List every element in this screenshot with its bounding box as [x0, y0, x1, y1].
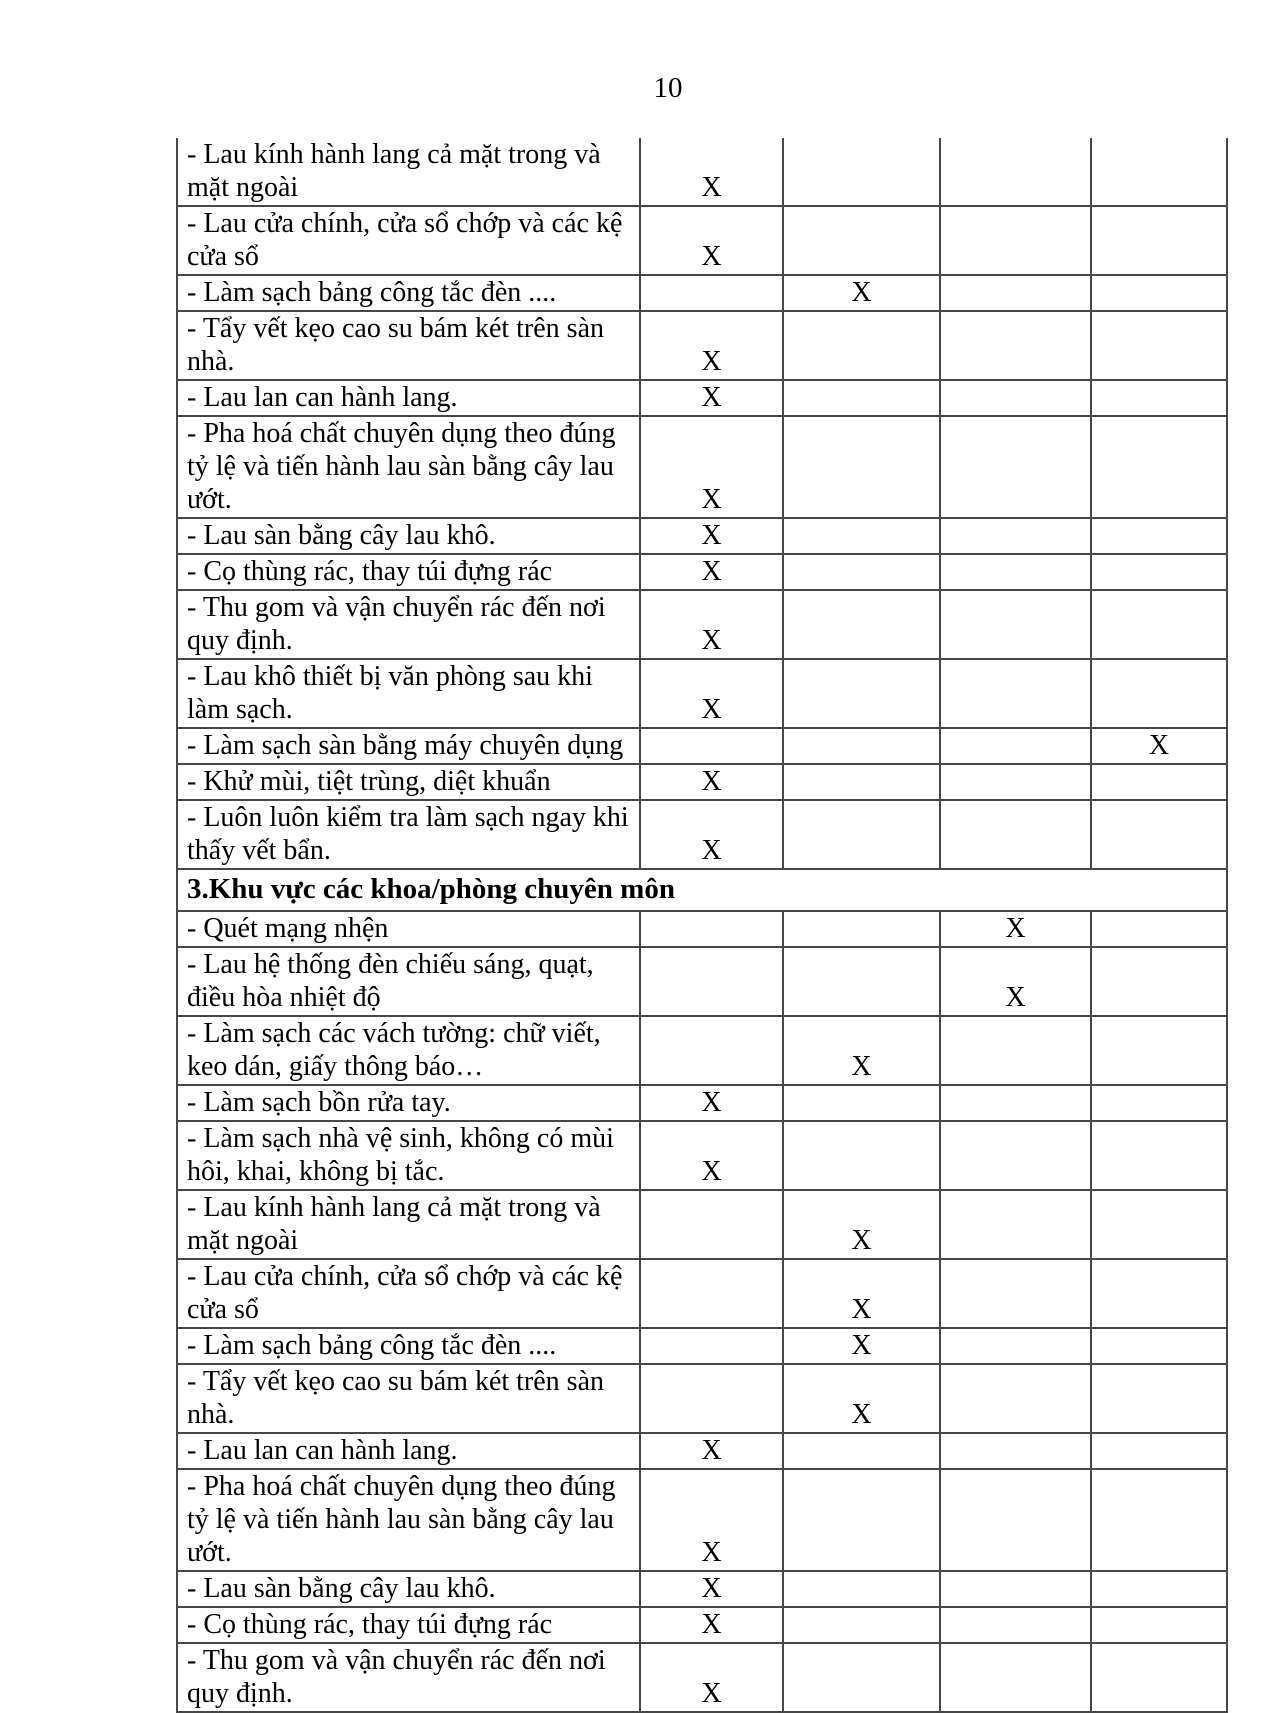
- table-row: [177, 947, 1227, 1016]
- table-row: [177, 1016, 1227, 1085]
- empty-cell: [1091, 911, 1227, 947]
- empty-cell: [783, 911, 940, 947]
- empty-cell: [783, 659, 940, 728]
- table-row: [177, 1433, 1227, 1469]
- frequency-mark-cell: X: [783, 275, 940, 311]
- table-row: [177, 659, 1227, 728]
- empty-cell: [940, 1469, 1091, 1571]
- frequency-mark-cell: X: [640, 659, 783, 728]
- empty-cell: [783, 518, 940, 554]
- empty-cell: [1091, 590, 1227, 659]
- empty-cell: [1091, 380, 1227, 416]
- task-cell: - Lau lan can hành lang.: [177, 1433, 640, 1469]
- empty-cell: [940, 311, 1091, 380]
- table-row: [177, 1190, 1227, 1259]
- empty-cell: [1091, 800, 1227, 869]
- frequency-mark-cell: X: [783, 1190, 940, 1259]
- table-row: [177, 1607, 1227, 1643]
- empty-cell: [1091, 518, 1227, 554]
- empty-cell: [640, 1190, 783, 1259]
- empty-cell: [940, 1190, 1091, 1259]
- empty-cell: [783, 800, 940, 869]
- table-row: [177, 911, 1227, 947]
- empty-cell: [940, 1571, 1091, 1607]
- empty-cell: [783, 380, 940, 416]
- frequency-mark-cell: X: [940, 911, 1091, 947]
- empty-cell: [1091, 1085, 1227, 1121]
- empty-cell: [1091, 1643, 1227, 1712]
- empty-cell: [640, 1016, 783, 1085]
- empty-cell: [1091, 1121, 1227, 1190]
- empty-cell: [783, 1571, 940, 1607]
- empty-cell: [1091, 1364, 1227, 1433]
- task-cell: - Khử mùi, tiệt trùng, diệt khuẩn: [177, 764, 640, 800]
- empty-cell: [940, 590, 1091, 659]
- frequency-mark-cell: X: [783, 1328, 940, 1364]
- empty-cell: [640, 1364, 783, 1433]
- empty-cell: [783, 1085, 940, 1121]
- table-row: [177, 764, 1227, 800]
- empty-cell: [940, 554, 1091, 590]
- empty-cell: [940, 380, 1091, 416]
- empty-cell: [1091, 1433, 1227, 1469]
- table-row: [177, 138, 1227, 206]
- empty-cell: [940, 1433, 1091, 1469]
- frequency-mark-cell: X: [640, 380, 783, 416]
- frequency-mark-cell: X: [640, 1469, 783, 1571]
- empty-cell: [640, 275, 783, 311]
- empty-cell: [1091, 1328, 1227, 1364]
- task-cell: - Lau lan can hành lang.: [177, 380, 640, 416]
- frequency-mark-cell: X: [640, 416, 783, 518]
- empty-cell: [940, 1643, 1091, 1712]
- empty-cell: [1091, 138, 1227, 206]
- task-cell: - Lau kính hành lang cả mặt trong và mặt ngoài: [177, 1190, 640, 1259]
- empty-cell: [940, 416, 1091, 518]
- table-row: [177, 416, 1227, 518]
- empty-cell: [783, 728, 940, 764]
- empty-cell: [940, 275, 1091, 311]
- empty-cell: [1091, 1259, 1227, 1328]
- frequency-mark-cell: X: [640, 764, 783, 800]
- table-row: [177, 1469, 1227, 1571]
- task-cell: - Lau kính hành lang cả mặt trong và mặt ngoài: [177, 138, 640, 206]
- table-row: [177, 1085, 1227, 1121]
- empty-cell: [1091, 206, 1227, 275]
- table-row: [177, 206, 1227, 275]
- empty-cell: [783, 416, 940, 518]
- table-row: [177, 311, 1227, 380]
- task-cell: - Quét mạng nhện: [177, 911, 640, 947]
- table-row: [177, 1643, 1227, 1712]
- empty-cell: [940, 1016, 1091, 1085]
- empty-cell: [940, 1607, 1091, 1643]
- task-cell: - Pha hoá chất chuyên dụng theo đúng tỷ lệ và tiến hành lau sàn bằng cây lau ướt.: [177, 1469, 640, 1571]
- frequency-mark-cell: X: [640, 1085, 783, 1121]
- frequency-mark-cell: X: [640, 518, 783, 554]
- task-cell: - Cọ thùng rác, thay túi đựng rác: [177, 554, 640, 590]
- empty-cell: [640, 947, 783, 1016]
- table-row: [177, 728, 1227, 764]
- task-cell: - Làm sạch bảng công tắc đèn ....: [177, 275, 640, 311]
- table-row: [177, 518, 1227, 554]
- table-row: [177, 1571, 1227, 1607]
- task-cell: - Làm sạch sàn bằng máy chuyên dụng: [177, 728, 640, 764]
- empty-cell: [1091, 947, 1227, 1016]
- empty-cell: [1091, 1469, 1227, 1571]
- frequency-mark-cell: X: [640, 590, 783, 659]
- empty-cell: [940, 1085, 1091, 1121]
- empty-cell: [783, 138, 940, 206]
- empty-cell: [940, 206, 1091, 275]
- empty-cell: [1091, 275, 1227, 311]
- task-cell: - Cọ thùng rác, thay túi đựng rác: [177, 1607, 640, 1643]
- page-number: 10: [653, 72, 683, 104]
- empty-cell: [783, 311, 940, 380]
- empty-cell: [1091, 1016, 1227, 1085]
- empty-cell: [783, 764, 940, 800]
- empty-cell: [940, 518, 1091, 554]
- empty-cell: [783, 590, 940, 659]
- task-cell: - Thu gom và vận chuyển rác đến nơi quy định.: [177, 590, 640, 659]
- task-cell: - Tẩy vết kẹo cao su bám két trên sàn nhà.: [177, 1364, 640, 1433]
- empty-cell: [940, 728, 1091, 764]
- empty-cell: [940, 764, 1091, 800]
- frequency-mark-cell: X: [640, 1607, 783, 1643]
- table-row: [177, 554, 1227, 590]
- empty-cell: [640, 1328, 783, 1364]
- empty-cell: [940, 138, 1091, 206]
- frequency-mark-cell: X: [1091, 728, 1227, 764]
- empty-cell: [783, 1643, 940, 1712]
- frequency-mark-cell: X: [640, 1571, 783, 1607]
- empty-cell: [783, 1433, 940, 1469]
- empty-cell: [1091, 416, 1227, 518]
- empty-cell: [940, 800, 1091, 869]
- frequency-mark-cell: X: [640, 1643, 783, 1712]
- task-cell: - Lau hệ thống đèn chiếu sáng, quạt, điều hòa nhiệt độ: [177, 947, 640, 1016]
- empty-cell: [1091, 1190, 1227, 1259]
- frequency-mark-cell: X: [640, 554, 783, 590]
- frequency-mark-cell: X: [640, 800, 783, 869]
- table-row: [177, 800, 1227, 869]
- empty-cell: [940, 1259, 1091, 1328]
- cleaning-schedule-table: [176, 138, 1228, 1713]
- frequency-mark-cell: X: [640, 1121, 783, 1190]
- section-header: 3.Khu vực các khoa/phòng chuyên môn: [177, 869, 1227, 911]
- frequency-mark-cell: X: [783, 1016, 940, 1085]
- table-row: [177, 380, 1227, 416]
- frequency-mark-cell: X: [940, 947, 1091, 1016]
- empty-cell: [640, 728, 783, 764]
- empty-cell: [783, 206, 940, 275]
- empty-cell: [783, 1121, 940, 1190]
- empty-cell: [940, 1121, 1091, 1190]
- table-row: [177, 1364, 1227, 1433]
- task-cell: - Lau sàn bằng cây lau khô.: [177, 518, 640, 554]
- table-row: [177, 275, 1227, 311]
- empty-cell: [783, 1607, 940, 1643]
- task-cell: - Lau cửa chính, cửa sổ chớp và các kệ cửa sổ: [177, 1259, 640, 1328]
- empty-cell: [640, 911, 783, 947]
- frequency-mark-cell: X: [640, 1433, 783, 1469]
- table-row: [177, 590, 1227, 659]
- task-cell: - Làm sạch bảng công tắc đèn ....: [177, 1328, 640, 1364]
- empty-cell: [783, 554, 940, 590]
- task-cell: - Thu gom và vận chuyển rác đến nơi quy định.: [177, 1643, 640, 1712]
- task-cell: - Làm sạch nhà vệ sinh, không có mùi hôi, khai, không bị tắc.: [177, 1121, 640, 1190]
- task-cell: - Luôn luôn kiểm tra làm sạch ngay khi thấy vết bẩn.: [177, 800, 640, 869]
- empty-cell: [1091, 554, 1227, 590]
- empty-cell: [640, 1259, 783, 1328]
- table-row: [177, 1259, 1227, 1328]
- frequency-mark-cell: X: [640, 138, 783, 206]
- cleaning-table-body: [177, 138, 1227, 1712]
- empty-cell: [1091, 1607, 1227, 1643]
- table-row: [177, 1121, 1227, 1190]
- table-row: [177, 1328, 1227, 1364]
- task-cell: - Lau cửa chính, cửa sổ chớp và các kệ cửa sổ: [177, 206, 640, 275]
- empty-cell: [783, 1469, 940, 1571]
- empty-cell: [940, 659, 1091, 728]
- empty-cell: [1091, 764, 1227, 800]
- task-cell: - Tẩy vết kẹo cao su bám két trên sàn nhà.: [177, 311, 640, 380]
- frequency-mark-cell: X: [783, 1364, 940, 1433]
- task-cell: - Làm sạch các vách tường: chữ viết, keo dán, giấy thông báo…: [177, 1016, 640, 1085]
- section-header-row: [177, 869, 1227, 911]
- empty-cell: [940, 1364, 1091, 1433]
- frequency-mark-cell: X: [640, 206, 783, 275]
- empty-cell: [1091, 311, 1227, 380]
- task-cell: - Làm sạch bồn rửa tay.: [177, 1085, 640, 1121]
- task-cell: - Lau khô thiết bị văn phòng sau khi làm sạch.: [177, 659, 640, 728]
- frequency-mark-cell: X: [640, 311, 783, 380]
- task-cell: - Pha hoá chất chuyên dụng theo đúng tỷ lệ và tiến hành lau sàn bằng cây lau ướt.: [177, 416, 640, 518]
- empty-cell: [783, 947, 940, 1016]
- empty-cell: [1091, 1571, 1227, 1607]
- empty-cell: [940, 1328, 1091, 1364]
- empty-cell: [1091, 659, 1227, 728]
- frequency-mark-cell: X: [783, 1259, 940, 1328]
- task-cell: - Lau sàn bằng cây lau khô.: [177, 1571, 640, 1607]
